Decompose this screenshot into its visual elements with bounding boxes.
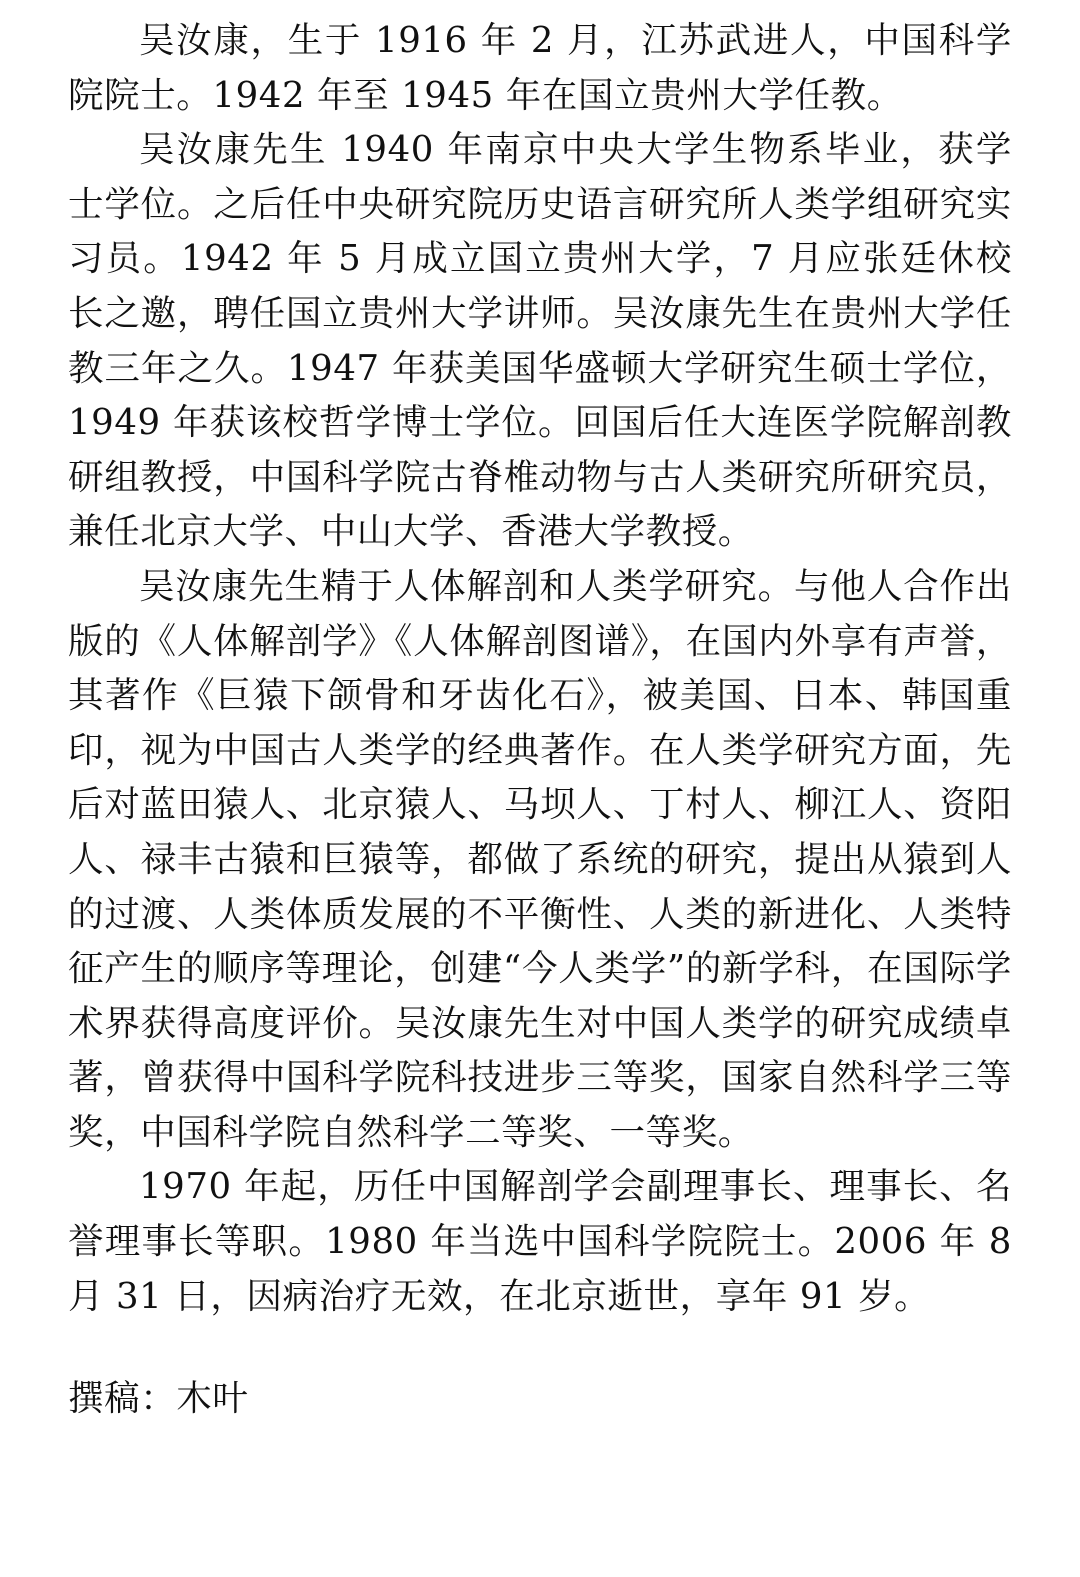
paragraph-later-life: 1970 年起，历任中国解剖学会副理事长、理事长、名誉理事长等职。1980 年当选中国科学院院士。2006 年 8 月 31 日，因病治疗无效，在北京逝世，享年 91 岁。 — [68, 1166, 1012, 1317]
paragraph-education-career: 吴汝康先生 1940 年南京中央大学生物系毕业，获学士学位。之后任中央研究院历史语言研究所人类学组研究实习员。1942 年 5 月成立国立贵州大学，7 月应张廷休校长之邀，聘任国立贵州大学讲师。吴汝康先生在贵州大学任教三年之久。1947 年获美国华盛顿大学研究生硕士学位，1949 年获该校哲学博士学位。回国后任大连医学院解剖教研组教授，中国科学院古脊椎动物与古人类研究所研究员，兼任北京大学、中山大学、香港大学教授。 — [68, 129, 1012, 553]
paragraph-intro: 吴汝康，生于 1916 年 2 月，江苏武进人，中国科学院院士。1942 年至 1945 年在国立贵州大学任教。 — [68, 20, 1012, 116]
paragraph-research: 吴汝康先生精于人体解剖和人类学研究。与他人合作出版的《人体解剖学》《人体解剖图谱》，在国内外享有声誉，其著作《巨猿下颌骨和牙齿化石》，被美国、日本、韩国重印，视为中国古人类学的经典著作。在人类学研究方面，先后对蓝田猿人、北京猿人、马坝人、丁村人、柳江人、资阳人、禄丰古猿和巨猿等，都做了系统的研究，提出从猿到人的过渡、人类体质发展的不平衡性、人类的新进化、人类特征产生的顺序等理论，创建“今人类学”的新学科，在国际学术界获得高度评价。吴汝康先生对中国人类学的研究成绩卓著，曾获得中国科学院科技进步三等奖，国家自然科学三等奖，中国科学院自然科学二等奖、一等奖。 — [68, 565, 1012, 1153]
byline: 撰稿：木叶 — [68, 1378, 249, 1420]
document-page — [68, 14, 1012, 1427]
